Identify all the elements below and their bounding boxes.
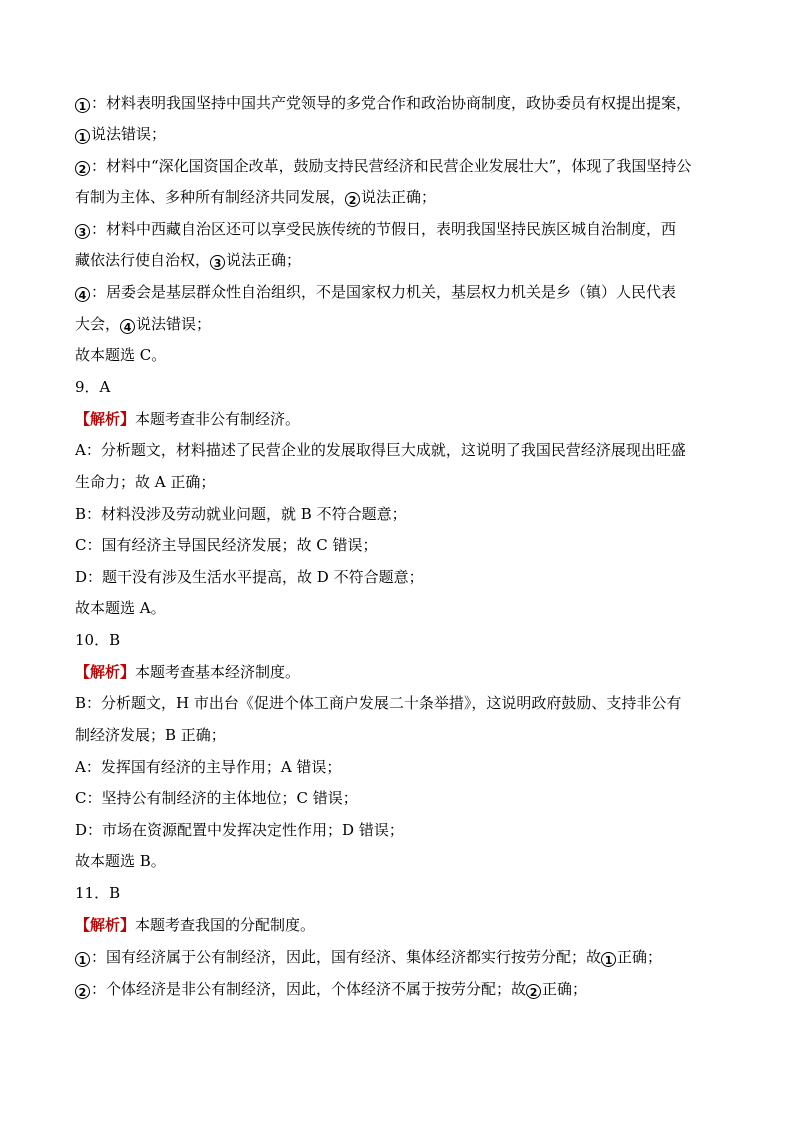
text-segment: 说法正确；	[226, 251, 302, 269]
text-line	[75, 694, 725, 712]
text-line	[75, 188, 725, 207]
text-segment: ：居委会是基层群众性自治组织，不是国家权力机关，基层权力机关是乡（镇）人民代表	[91, 283, 677, 301]
text-segment: ：材料中“深化国资国企改革，鼓励支持民营经济和民营企业发展壮大”，体现了我国坚持公	[91, 157, 692, 175]
text-line	[75, 726, 725, 744]
text-segment: 9．A	[75, 378, 111, 396]
text-segment: 本题考查非公有制经济。	[135, 410, 301, 428]
text-segment: 本题考查我国的分配制度。	[135, 916, 316, 934]
text-line	[75, 410, 725, 428]
option-number-badge: 2	[75, 984, 90, 999]
text-line	[75, 663, 725, 681]
option-number-badge: 1	[75, 952, 90, 967]
text-segment: 说法正确；	[361, 188, 437, 206]
text-line	[75, 789, 725, 807]
text-line	[75, 568, 725, 586]
text-segment: B：材料没涉及劳动就业问题，就 B 不符合题意；	[75, 505, 407, 523]
text-segment: 正确；	[617, 948, 663, 966]
text-line	[75, 948, 725, 967]
option-number-badge: 1	[75, 129, 90, 144]
text-line	[75, 220, 725, 239]
analysis-label: 【解析】	[75, 410, 136, 428]
text-line	[75, 441, 725, 459]
text-segment: 制经济发展；B 正确；	[75, 726, 226, 744]
text-segment: 故本题选 C。	[75, 346, 167, 364]
text-line	[75, 125, 725, 144]
text-segment: 10．B	[75, 631, 121, 649]
text-line	[75, 473, 725, 491]
text-segment: 正确；	[542, 980, 588, 998]
option-number-badge: 2	[345, 192, 360, 207]
text-segment: D：市场在资源配置中发挥决定性作用；D 错误；	[75, 821, 404, 839]
text-segment: ：个体经济是非公有制经济，因此，个体经济不属于按劳分配；故	[91, 980, 527, 998]
text-line	[75, 378, 725, 396]
text-line	[75, 821, 725, 839]
option-number-badge: 2	[526, 984, 541, 999]
text-segment: A：发挥国有经济的主导作用；A 错误；	[75, 758, 342, 776]
text-line	[75, 758, 725, 776]
text-segment: D：题干没有涉及生活水平提高，故 D 不符合题意；	[75, 568, 424, 586]
text-segment: 故本题选 A。	[75, 599, 166, 617]
text-segment: 藏依法行使自治权，	[75, 251, 211, 269]
text-line	[75, 346, 725, 364]
text-line	[75, 157, 725, 176]
analysis-label: 【解析】	[75, 916, 136, 934]
text-line	[75, 980, 725, 999]
text-segment: ：国有经济属于公有制经济，因此，国有经济、集体经济都实行按劳分配；故	[91, 948, 602, 966]
option-number-badge: 1	[601, 952, 616, 967]
text-line	[75, 94, 725, 113]
text-segment: B：分析题文，H 市出台《促进个体工商户发展二十条举措》，这说明政府鼓励、支持非公有	[75, 694, 682, 712]
text-segment: C：国有经济主导国民经济发展；故 C 错误；	[75, 536, 378, 554]
text-segment: 11．B	[75, 884, 121, 902]
text-line	[75, 884, 725, 902]
text-segment: C：坚持公有制经济的主体地位；C 错误；	[75, 789, 358, 807]
text-segment: 有制为主体、多种所有制经济共同发展，	[75, 188, 346, 206]
analysis-label: 【解析】	[75, 663, 136, 681]
option-number-badge: 4	[120, 319, 135, 334]
text-segment: 说法错误；	[91, 125, 167, 143]
option-number-badge: 3	[75, 224, 90, 239]
text-segment: 说法错误；	[136, 315, 212, 333]
text-line	[75, 283, 725, 302]
text-line	[75, 631, 725, 649]
text-segment: ：材料表明我国坚持中国共产党领导的多党合作和政治协商制度，政协委员有权提出提案，	[91, 94, 692, 112]
text-segment: 大会，	[75, 315, 121, 333]
text-segment: 本题考查基本经济制度。	[135, 663, 301, 681]
text-line	[75, 916, 725, 934]
option-number-badge: 1	[75, 98, 90, 113]
text-line	[75, 315, 725, 334]
text-line	[75, 505, 725, 523]
option-number-badge: 2	[75, 161, 90, 176]
text-segment: 故本题选 B。	[75, 852, 166, 870]
text-line	[75, 536, 725, 554]
text-line	[75, 251, 725, 270]
text-line	[75, 599, 725, 617]
option-number-badge: 4	[75, 287, 90, 302]
text-line	[75, 852, 725, 870]
text-segment: A：分析题文，材料描述了民营企业的发展取得巨大成就，这说明了我国民营经济展现出旺盛	[75, 441, 686, 459]
option-number-badge: 3	[210, 255, 225, 270]
text-segment: ：材料中西藏自治区还可以享受民族传统的节假日，表明我国坚持民族区城自治制度，西	[91, 220, 677, 238]
text-segment: 生命力；故 A 正确；	[75, 473, 216, 491]
